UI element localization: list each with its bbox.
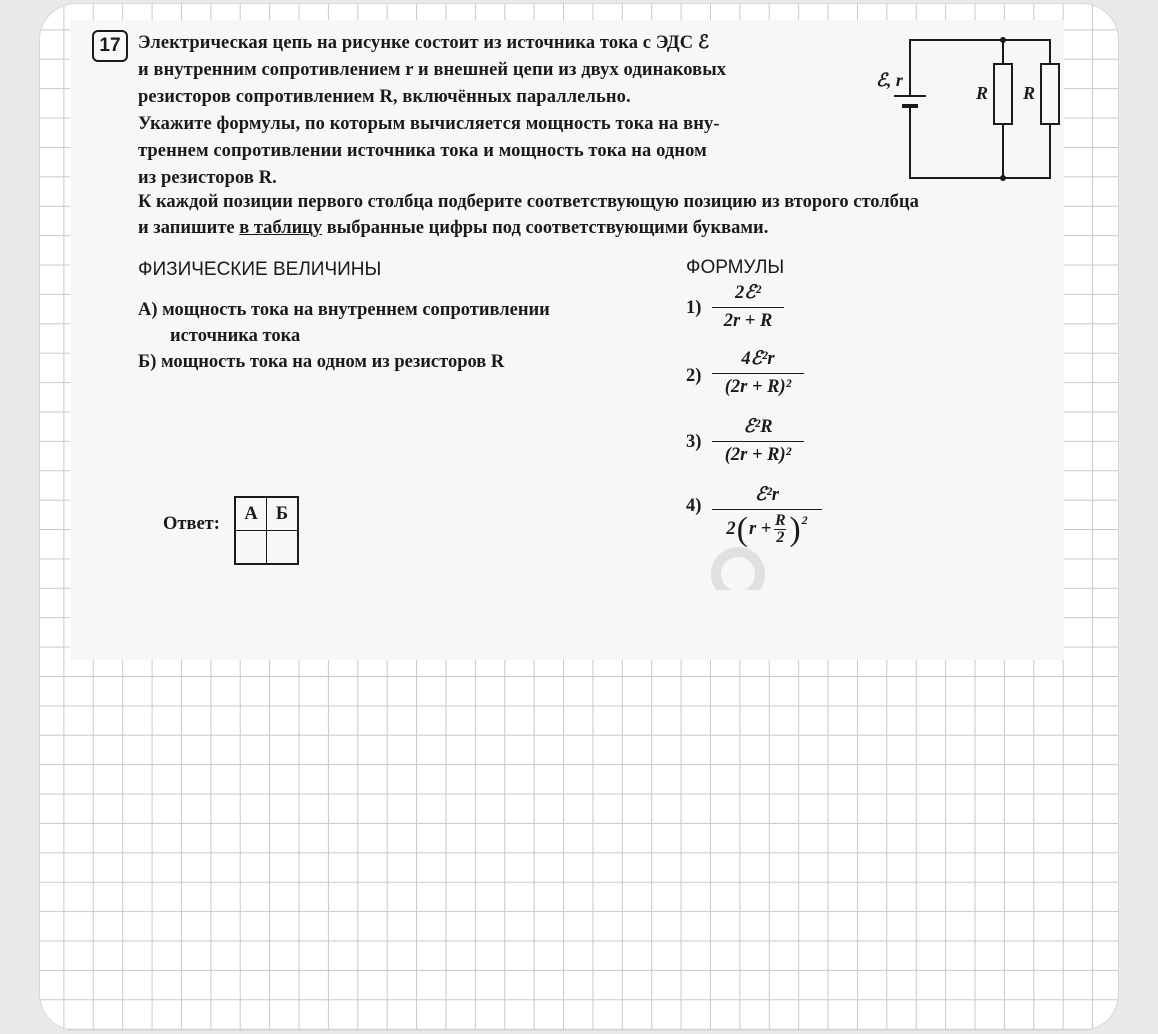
circuit-wire <box>910 106 1050 178</box>
physical-quantities-heading: ФИЗИЧЕСКИЕ ВЕЛИЧИНЫ <box>138 259 382 280</box>
answer-header-a: А <box>235 497 267 531</box>
task-number-badge <box>92 30 128 62</box>
task-line <box>138 215 1068 241</box>
task-instructions <box>138 189 1068 241</box>
circuit-diagram <box>870 34 1070 184</box>
formula-numerator: ℰ²R <box>743 417 773 437</box>
underlined-phrase: в таблицу <box>239 218 323 238</box>
formula-denominator: (2r + R)² <box>712 441 804 466</box>
formula-numerator: 2ℰ² <box>735 283 761 303</box>
formula-numerator: 4ℰ²r <box>741 349 775 369</box>
formula-numerator: ℰ²r <box>755 485 779 505</box>
task-line: К каждой позиции первого столбца подберите соответствующую позицию из второго столбца <box>138 192 919 212</box>
quantity-a-text: источника тока <box>170 326 301 346</box>
right-paren: ) <box>789 510 801 548</box>
task-line: из резисторов R. <box>138 168 277 188</box>
junction-dot <box>1000 37 1006 43</box>
task-line: треннем сопротивлении источника тока и мощность тока на одном <box>138 141 707 161</box>
task-text-fragment: выбранные цифры под соответствующими буквами. <box>322 218 769 238</box>
formula-1 <box>712 282 784 332</box>
formulas-heading: ФОРМУЛЫ <box>686 257 785 278</box>
resistor-2 <box>1041 64 1059 124</box>
answer-table <box>234 496 299 565</box>
answer-header-b: Б <box>267 497 299 531</box>
answer-cell-b[interactable] <box>267 531 299 565</box>
quantity-b: Б) мощность тока на одном из резисторов R <box>138 352 505 372</box>
formula-denominator: (2r + R)² <box>712 373 804 398</box>
task-number: 17 <box>99 35 121 56</box>
task-line: и внутренним сопротивлением r и внешней цепи из двух одинаковых <box>138 60 727 80</box>
task-line: Укажите формулы, по которым вычисляется мощность тока на вну- <box>138 114 720 134</box>
formula-coefficient: 2 <box>726 519 736 539</box>
resistor-label: R <box>1023 83 1036 103</box>
task-line: резисторов сопротивлением R, включённых параллельно. <box>138 87 631 107</box>
formula-denominator: 2r + R <box>712 307 784 332</box>
formula-3 <box>712 416 804 466</box>
junction-dot <box>1000 175 1006 181</box>
formula-number: 1) <box>686 298 702 318</box>
answer-label: Ответ: <box>163 514 220 534</box>
task-text-fragment: и запишите <box>138 218 240 238</box>
formula-number: 4) <box>686 496 702 516</box>
formula-exponent: 2 <box>801 513 808 527</box>
formula-term: r + <box>748 519 772 539</box>
watermark-logo <box>708 530 788 590</box>
task-text <box>138 30 838 192</box>
formula-number: 3) <box>686 432 702 452</box>
source-label: ℰ, r <box>876 70 903 90</box>
answer-cell-a[interactable] <box>235 531 267 565</box>
resistor-label: R <box>976 83 989 103</box>
quantity-a-text: А) мощность тока на внутреннем сопротивлении <box>138 300 550 320</box>
formula-number: 2) <box>686 366 702 386</box>
inner-denominator: 2 <box>776 529 785 546</box>
inner-numerator: R <box>774 512 786 529</box>
task-line: Электрическая цепь на рисунке состоит из источника тока с ЭДС ℰ <box>138 33 710 53</box>
left-paren: ( <box>736 510 748 548</box>
formula-2 <box>712 348 804 398</box>
quantity-a <box>138 297 550 349</box>
resistor-1 <box>994 64 1012 124</box>
